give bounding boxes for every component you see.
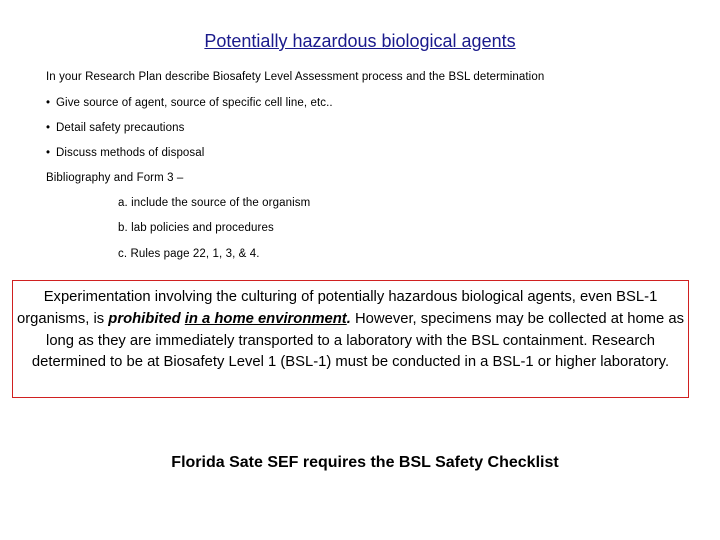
home-environment-emphasis: in a home environment [184, 310, 347, 327]
warning-text-part: However, specimens may be collected at home as long as they are immediately transported to a laboratory with the BSL containment. Research determined to be at Biosafety Level 1 (BSL-1) must be conducted in a BSL-1 or higher laboratory. [31, 310, 684, 371]
intro-text: In your Research Plan describe Biosafety Level Assessment process and the BSL determination [46, 71, 545, 83]
warning-text-part: Experimentation involving the culturing of potentially hazardous biological agents, even BSL-1 organisms, is [17, 289, 658, 327]
sub-item: a. include the source of the organism [118, 197, 311, 209]
page-title: Potentially hazardous biological agents [204, 31, 516, 51]
bullet-item [46, 97, 333, 109]
warning-text [14, 287, 687, 374]
footer-note: Florida Sate SEF requires the BSL Safety Checklist [171, 454, 559, 471]
bullet-text: Give source of agent, source of specific cell line, etc.. [56, 97, 333, 109]
bullet-text: Detail safety precautions [56, 122, 185, 134]
bibliography-label: Bibliography and Form 3 – [46, 172, 184, 184]
warning-period: . [346, 310, 351, 327]
bullet-item [46, 122, 184, 134]
bullet-icon: • [46, 122, 51, 134]
bullet-text: Discuss methods of disposal [56, 147, 205, 159]
sub-item: c. Rules page 22, 1, 3, & 4. [118, 248, 260, 260]
bullet-icon: • [46, 97, 51, 109]
bullet-item [46, 147, 204, 159]
prohibited-emphasis: prohibited [108, 310, 181, 327]
bullet-icon: • [46, 147, 51, 159]
sub-item: b. lab policies and procedures [118, 222, 274, 234]
